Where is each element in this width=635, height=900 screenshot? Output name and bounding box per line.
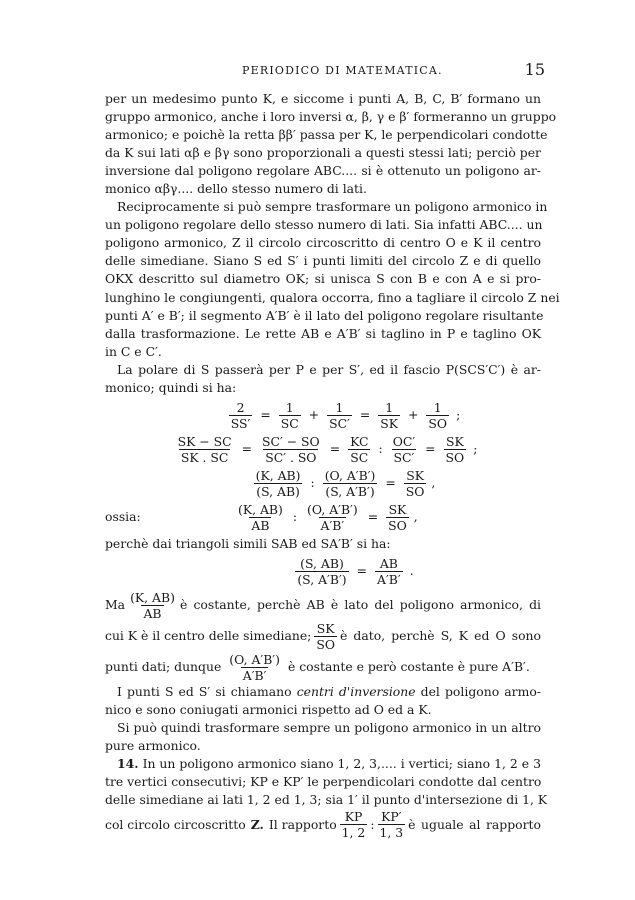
text-run: punti dati; dunque (105, 659, 222, 675)
numerator: SK (406, 467, 424, 483)
text-run: del poligono armo- (420, 683, 541, 699)
plus-sign: + (308, 407, 320, 423)
text-line: monico αβγ.... dello stesso numero di lati. (105, 181, 367, 197)
denominator: (S, A′B′) (325, 483, 375, 499)
fraction (128, 590, 177, 621)
numerator: 1 (335, 399, 344, 415)
denominator: SC (280, 415, 299, 431)
fraction (229, 400, 253, 431)
text-line: tre vertici consecutivi; KP e KP′ le perpendicolari condotte dal centro (105, 774, 542, 790)
paragraph-7 (105, 719, 541, 755)
denominator: SK (380, 415, 399, 431)
text-line: dalla trasformazione. Le rette AB e A′B′ si taglino in P e taglino OK (105, 325, 541, 341)
denominator: (S, A′B′) (297, 571, 347, 587)
denominator: SO (405, 483, 425, 499)
numerator: SK (445, 433, 464, 449)
equals-sign: = (260, 407, 271, 423)
fraction (404, 468, 427, 499)
text-run: cui K è il centro delle simediane; (105, 628, 312, 644)
fraction (260, 434, 322, 465)
text-line: OKX descritto sul diametro OK; si unisca S con B e con A e si pro- (105, 271, 541, 287)
numerator: (K, AB) (255, 467, 301, 483)
text-line: per un medesimo punto K, e siccome i punti A, B, C, B′ formano un (105, 91, 541, 106)
fraction (295, 556, 348, 587)
numerator: (K, AB) (130, 589, 175, 605)
fraction (323, 468, 378, 499)
equation-1 (145, 400, 541, 431)
fraction (340, 809, 368, 840)
text-run: I punti S ed S′ si chiamano (117, 683, 292, 699)
ratio-sign: : (292, 509, 298, 525)
fraction (444, 434, 467, 465)
text-line (105, 590, 541, 621)
numerator: KP′ (381, 809, 402, 825)
text-run: è costante e però costante è pure A′B′. (287, 659, 530, 675)
text-run: In un poligono armonico siano 1, 2, 3,.... i vertici; siano 1, 2 e 3 (142, 756, 541, 772)
text-line (105, 683, 541, 701)
text-line: inversione dal poligono regolare ABC.... si è ottenuto un poligono ar- (105, 163, 541, 179)
punctuation: . (409, 563, 414, 579)
text-line: La polare di S passerà per P e per S′, ed il fascio P(SCS′C′) è ar- (117, 361, 541, 377)
fraction (236, 502, 285, 533)
punctuation: ; (456, 407, 461, 423)
equals-sign: = (385, 475, 396, 491)
text-line: un poligono regolare dello stesso numero di lati. Sia infatti ABC.... un (105, 217, 543, 233)
denominator: SC′ (393, 449, 415, 465)
paragraph-4 (105, 535, 541, 553)
text-run: col circolo circoscritto (105, 816, 246, 832)
section-14 (105, 755, 548, 841)
fraction (227, 652, 282, 683)
paragraph-6 (105, 683, 541, 719)
ratio-sign: : (378, 441, 383, 457)
running-header (100, 60, 545, 80)
text-run: è uguale al rapporto (408, 816, 541, 832)
equals-sign: = (359, 407, 371, 423)
text-line: Si può quindi trasformare sempre un poligono armonico in un altro (117, 719, 541, 735)
equation-2 (109, 434, 541, 465)
equals-sign: = (329, 441, 341, 457)
numerator: (O, A′B′) (324, 467, 376, 483)
fraction (378, 809, 406, 840)
journal-title: PERIODICO DI MATEMATICA. (242, 64, 443, 77)
equals-sign: = (367, 509, 379, 525)
ratio-sign: : (370, 816, 375, 832)
fraction (391, 434, 417, 465)
text-line (105, 755, 541, 773)
text-run: Il rapporto (268, 816, 337, 832)
numerator: 1 (285, 399, 294, 415)
fraction (348, 434, 370, 465)
text-line: perchè dai triangoli simili SAB ed SA′B′ si ha: (105, 535, 391, 551)
fraction (314, 621, 337, 652)
ratio-sign: : (310, 475, 315, 491)
denominator: SC (350, 449, 369, 465)
denominator: SO (428, 415, 448, 431)
numerator: SK (316, 620, 335, 636)
text-line: in C e C′. (105, 343, 162, 359)
text-line: monico; quindi si ha: (105, 379, 237, 395)
paragraph-3 (105, 361, 541, 397)
fraction (426, 400, 449, 431)
text-line: gruppo armonico, anche i loro inversi α, β, γ e β′ formeranno un gruppo (105, 109, 557, 125)
plus-sign: + (408, 407, 419, 423)
text-line: poligono armonico, Z il circolo circoscritto di centro O e K il centro (105, 235, 541, 251)
page-body (105, 90, 560, 841)
text-run: è dato, perchè S, K ed O sono (340, 628, 541, 644)
punctuation: , (431, 475, 436, 491)
punctuation: , (413, 509, 418, 525)
denominator: SC′ (329, 415, 350, 431)
numerator: (K, AB) (238, 501, 283, 517)
numerator: 2 (236, 399, 245, 415)
text-line: pure armonico. (105, 737, 201, 753)
text-line: punti A′ e B′; il segmento A′B′ è il lato del poligono regolare risultante (105, 307, 544, 323)
numerator: SK (388, 501, 407, 517)
ossia-label: ossia: (105, 509, 141, 525)
text-line: nico e sono coniugati armonici rispetto ad O ed a K. (105, 701, 432, 717)
numerator: SK − SC (177, 433, 232, 449)
equation-5 (165, 556, 541, 587)
fraction (386, 502, 409, 533)
text-line (105, 621, 541, 652)
fraction (375, 556, 403, 587)
paragraph-5 (105, 590, 541, 683)
paragraph-2 (105, 198, 560, 360)
fraction (279, 400, 301, 431)
text-run: Ma (105, 597, 126, 613)
denominator: SO (388, 517, 407, 533)
text-line: armonico; e poichè la retta ββ′ passa per K, le perpendicolari condotte (105, 127, 548, 143)
denominator: AB (251, 517, 270, 533)
denominator: A′B′ (320, 517, 345, 533)
denominator: 1, 2 (341, 825, 366, 841)
text-line: delle simediane ai lati 1, 2 ed 1, 3; sia 1′ il punto d'intersezione di 1, K (105, 792, 548, 808)
denominator: A′B′ (377, 571, 401, 587)
numerator: KP (344, 809, 363, 825)
numerator: KC (350, 433, 369, 449)
fraction (305, 502, 360, 533)
equation-3 (145, 468, 541, 499)
text-line (105, 652, 541, 683)
term-centri-inversione: centri d'inversione (296, 683, 416, 699)
equation-4-row (105, 502, 541, 533)
equals-sign: = (241, 441, 252, 457)
denominator: SK . SC (180, 449, 229, 465)
text-line (105, 809, 541, 840)
equals-sign: = (425, 441, 436, 457)
equation-4 (233, 502, 418, 533)
numerator: AB (379, 555, 398, 571)
denominator: SO (316, 636, 335, 652)
denominator: A′B′ (242, 667, 267, 683)
fraction (254, 468, 303, 499)
denominator: SC′ . SO (265, 449, 317, 465)
fraction (176, 434, 234, 465)
numerator: (O, A′B′) (229, 651, 280, 667)
numerator: (O, A′B′) (307, 501, 358, 517)
punctuation: ; (473, 441, 478, 457)
text-line: delle simediane. Siano S ed S′ i punti limiti del circolo Z e di quello (105, 253, 541, 269)
fraction (378, 400, 400, 431)
denominator: AB (143, 605, 162, 621)
section-number: 14. (117, 756, 139, 772)
numerator: SC′ − SO (262, 433, 320, 449)
fraction (327, 400, 352, 431)
denominator: SO (445, 449, 465, 465)
text-line: da K sui lati αβ e βγ sono proporzionali a questi stessi lati; perciò per (105, 145, 541, 161)
text-line: lunghino le congiungenti, qualora occorra, fino a tagliare il circolo Z nei (105, 289, 560, 305)
denominator: SS′ (230, 415, 251, 431)
denominator: (S, AB) (256, 483, 300, 499)
numerator: 1 (433, 399, 442, 415)
page-number: 15 (524, 60, 545, 79)
numerator: OC′ (392, 433, 416, 449)
text-run: è costante, perchè AB è lato del poligono armonico, di (179, 597, 541, 613)
numerator: 1 (385, 399, 394, 415)
numerator: (S, AB) (300, 555, 344, 571)
equals-sign: = (356, 563, 368, 579)
denominator: 1, 3 (379, 825, 404, 841)
text-line: Reciprocamente si può sempre trasformare un poligono armonico in (117, 199, 548, 215)
paragraph-1 (105, 90, 557, 198)
circle-z-label: Z. (250, 816, 264, 832)
